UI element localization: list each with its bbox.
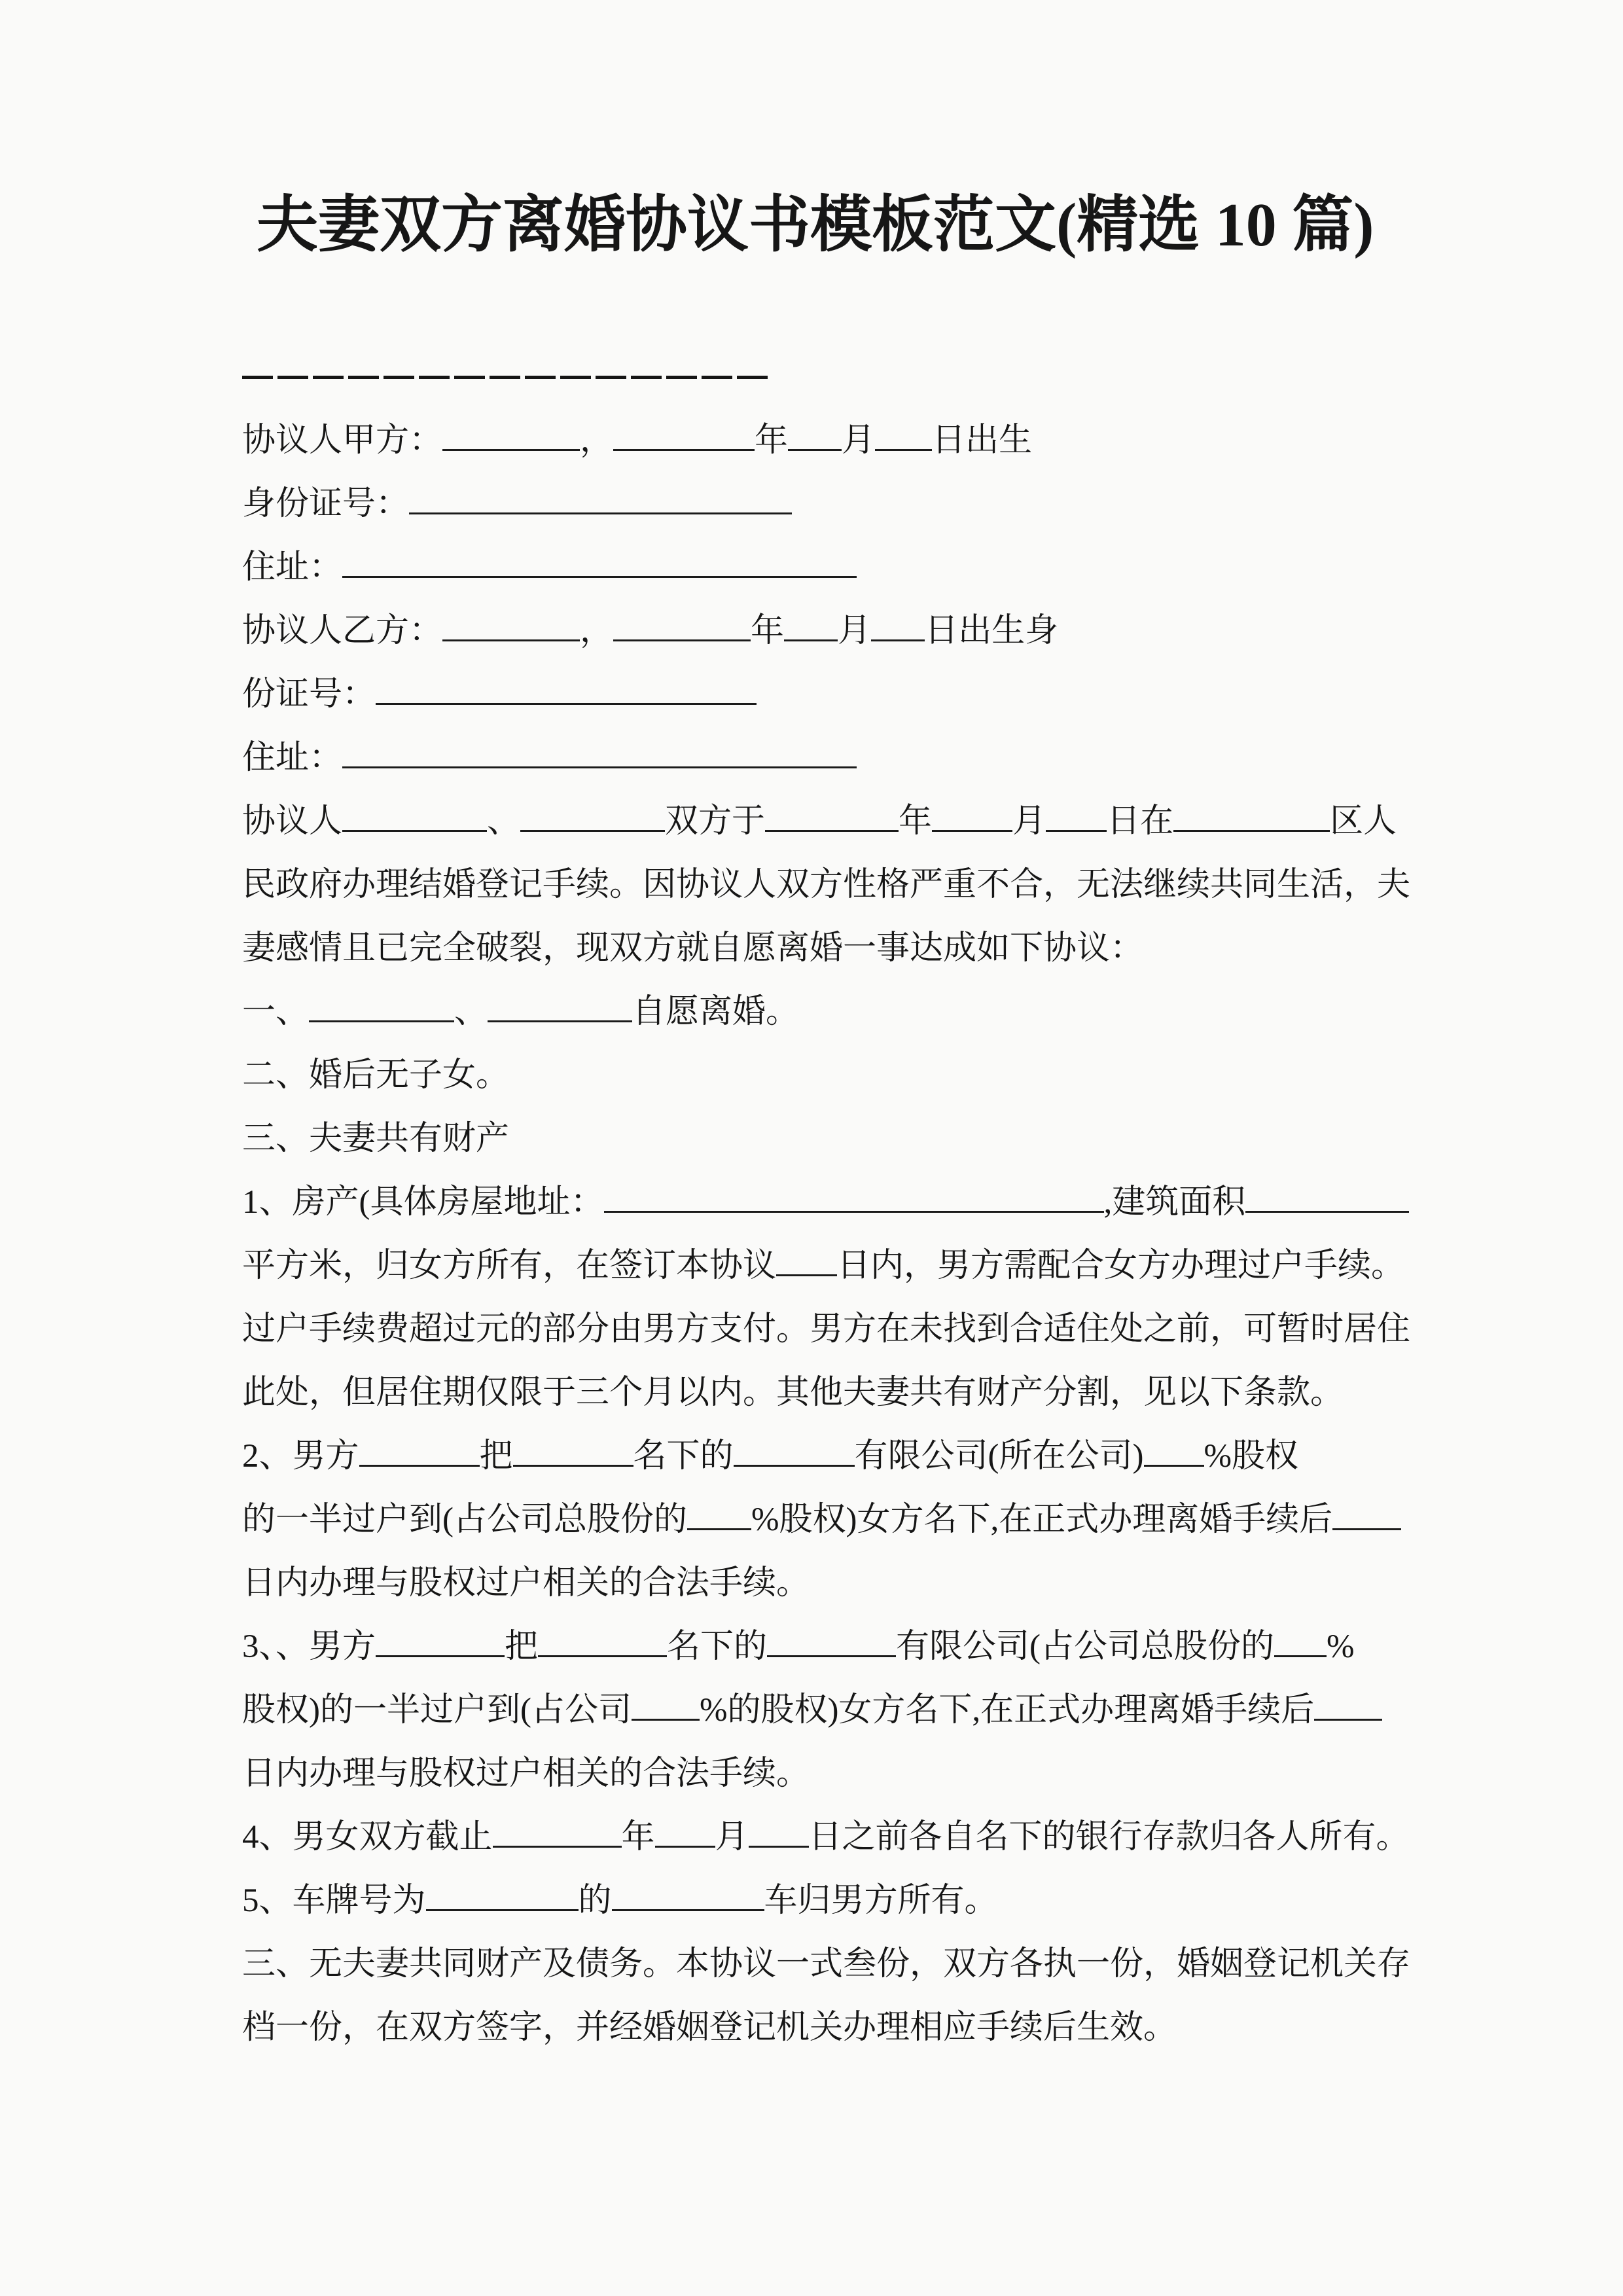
- fill-in-blank: [767, 1647, 896, 1657]
- fill-in-blank: [376, 1647, 505, 1657]
- document-line: [242, 1361, 1420, 1425]
- fill-in-blank: [442, 632, 580, 641]
- document-line: [242, 663, 1420, 726]
- document-line: [242, 1615, 1420, 1679]
- line-text: ，: [580, 422, 614, 459]
- document-line: [242, 1171, 1420, 1234]
- document-line: [242, 1806, 1420, 1869]
- fill-in-blank: [1314, 1711, 1382, 1721]
- line-text: 日出生身: [925, 613, 1059, 649]
- document-line: [242, 1234, 1420, 1298]
- document-line: [242, 1488, 1420, 1552]
- fill-in-blank: [932, 822, 1012, 832]
- line-text: 日在: [1107, 803, 1174, 840]
- document-line: [242, 980, 1420, 1044]
- fill-in-blank: [1173, 822, 1330, 832]
- line-text: 住址：: [242, 549, 343, 586]
- fill-in-blank: [1046, 822, 1107, 832]
- document-line: [242, 1869, 1420, 1933]
- line-text: 日出生: [932, 422, 1033, 459]
- line-text: 协议人: [242, 803, 343, 840]
- line-text: 的: [578, 1882, 612, 1919]
- document-line: [242, 409, 1420, 473]
- divider-row: [242, 346, 1420, 409]
- document-line: [242, 473, 1420, 536]
- document-line: [242, 790, 1420, 853]
- fill-in-blank: [1332, 1520, 1401, 1530]
- document-line: [242, 1107, 1420, 1171]
- line-text: 车归男方所有。: [764, 1882, 998, 1919]
- line-text: 5、车牌号为: [242, 1882, 426, 1919]
- line-text: %股权)女方名下,在正式办理离婚手续后: [751, 1501, 1333, 1538]
- document-line: [242, 1996, 1420, 2060]
- fill-in-blank: [359, 1457, 480, 1467]
- line-text: 月: [715, 1819, 749, 1856]
- line-text: 年: [621, 1819, 655, 1856]
- fill-in-blank: [1274, 1647, 1327, 1657]
- line-text: 民政府办理结婚登记手续。因协议人双方性格严重不合，无法继续共同生活，夫: [242, 867, 1411, 903]
- line-text: 妻感情且已完全破裂，现双方就自愿离婚一事达成如下协议：: [242, 930, 1144, 967]
- fill-in-blank: [1245, 1203, 1409, 1213]
- fill-in-blank: [376, 695, 757, 705]
- line-text: %股权: [1204, 1438, 1298, 1475]
- fill-in-blank: [655, 1838, 715, 1848]
- line-text: 区人: [1330, 803, 1397, 840]
- document-line: [242, 853, 1420, 917]
- line-text: ,建筑面积: [1103, 1184, 1246, 1221]
- document-line: [242, 1044, 1420, 1107]
- fill-in-blank: [520, 822, 665, 832]
- document-line: [242, 600, 1420, 663]
- line-text: 三、夫妻共有财产: [242, 1121, 510, 1157]
- line-text: %的股权)女方名下,在正式办理离婚手续后: [699, 1692, 1315, 1729]
- line-text: 日之前各自名下的银行存款归各人所有。: [808, 1819, 1410, 1856]
- fill-in-blank: [749, 1838, 809, 1848]
- line-text: 住址：: [242, 740, 343, 776]
- line-text: 日内办理与股权过户相关的合法手续。: [242, 1565, 810, 1602]
- line-text: 年: [899, 803, 933, 840]
- line-text: 有限公司(所在公司): [854, 1438, 1144, 1475]
- line-text: 日内办理与股权过户相关的合法手续。: [242, 1755, 810, 1792]
- fill-in-blank: [442, 441, 580, 451]
- fill-in-blank: [342, 568, 857, 578]
- line-text: 3、、男方: [242, 1628, 376, 1665]
- line-text: ，: [580, 613, 614, 649]
- document-line: [242, 1679, 1420, 1742]
- fill-in-blank: [687, 1520, 751, 1530]
- fill-in-blank: [784, 632, 838, 641]
- fill-in-blank: [613, 441, 755, 451]
- fill-in-blank: [538, 1647, 667, 1657]
- fill-in-blank: [632, 1711, 700, 1721]
- line-text: 自愿离婚。: [632, 994, 800, 1030]
- fill-in-blank: [342, 822, 487, 832]
- line-text: 双方于: [665, 803, 766, 840]
- line-text: 此处，但居住期仅限于三个月以内。其他夫妻共有财产分割，见以下条款。: [242, 1374, 1344, 1411]
- fill-in-blank: [488, 1013, 632, 1022]
- fill-in-blank: [765, 822, 899, 832]
- line-text: 1、房产(具体房屋地址：: [242, 1184, 604, 1221]
- document-line: [242, 726, 1420, 790]
- line-text: 把: [479, 1438, 513, 1475]
- line-text: 年: [755, 422, 789, 459]
- document-line: [242, 1298, 1420, 1361]
- fill-in-blank: [309, 1013, 454, 1022]
- line-text: 过户手续费超过元的部分由男方支付。男方在未找到合适住处之前，可暂时居住: [242, 1311, 1411, 1348]
- line-text: 二、婚后无子女。: [242, 1057, 510, 1094]
- document-body: [242, 346, 1420, 2060]
- document-line: [242, 1552, 1420, 1615]
- fill-in-blank: [734, 1457, 855, 1467]
- line-text: 份证号：: [242, 676, 376, 713]
- fill-in-blank: [875, 441, 932, 451]
- fill-in-blank: [493, 1838, 622, 1848]
- dashed-divider-line: [242, 376, 772, 379]
- fill-in-blank: [409, 505, 792, 514]
- line-text: 月: [1012, 803, 1046, 840]
- document-line: [242, 1933, 1420, 1996]
- fill-in-blank: [604, 1203, 1104, 1213]
- line-text: 月: [842, 422, 876, 459]
- line-text: 平方米，归女方所有，在签订本协议: [242, 1247, 777, 1284]
- line-text: 名下的: [667, 1628, 768, 1665]
- document-title: 夫妻双方离婚协议书模板范文(精选 10 篇): [257, 191, 1374, 259]
- document-line: [242, 536, 1420, 600]
- document-line: [242, 1425, 1420, 1488]
- line-text: 日内，男方需配合女方办理过户手续。: [837, 1247, 1405, 1284]
- line-text: 一、: [242, 994, 310, 1030]
- document-content: [242, 0, 1420, 2060]
- fill-in-blank: [1144, 1457, 1204, 1467]
- fill-in-blank: [788, 441, 842, 451]
- line-text: 、: [454, 994, 488, 1030]
- line-text: 股权)的一半过户到(占公司: [242, 1692, 632, 1729]
- line-text: 身份证号：: [242, 486, 410, 522]
- fill-in-blank: [513, 1457, 633, 1467]
- line-text: 把: [505, 1628, 539, 1665]
- fill-in-blank: [342, 759, 857, 768]
- line-text: 2、男方: [242, 1438, 359, 1475]
- fill-in-blank: [776, 1266, 837, 1276]
- line-text: 的一半过户到(占公司总股份的: [242, 1501, 687, 1538]
- line-text: 4、男女双方截止: [242, 1819, 493, 1856]
- line-text: 协议人甲方：: [242, 422, 443, 459]
- fill-in-blank: [613, 632, 751, 641]
- document-line: [242, 917, 1420, 980]
- line-text: 有限公司(占公司总股份的: [896, 1628, 1275, 1665]
- line-text: 、: [487, 803, 521, 840]
- line-text: 协议人乙方：: [242, 613, 443, 649]
- line-text: 档一份，在双方签字，并经婚姻登记机关办理相应手续后生效。: [242, 2009, 1177, 2046]
- line-text: 年: [751, 613, 785, 649]
- fill-in-blank: [871, 632, 925, 641]
- line-text: %: [1327, 1628, 1355, 1665]
- line-text: 三、无夫妻共同财产及债务。本协议一式叁份，双方各执一份，婚姻登记机关存: [242, 1946, 1411, 1982]
- document-line: [242, 1742, 1420, 1806]
- fill-in-blank: [612, 1901, 764, 1911]
- line-text: 名下的: [633, 1438, 734, 1475]
- line-text: 月: [838, 613, 872, 649]
- fill-in-blank: [426, 1901, 579, 1911]
